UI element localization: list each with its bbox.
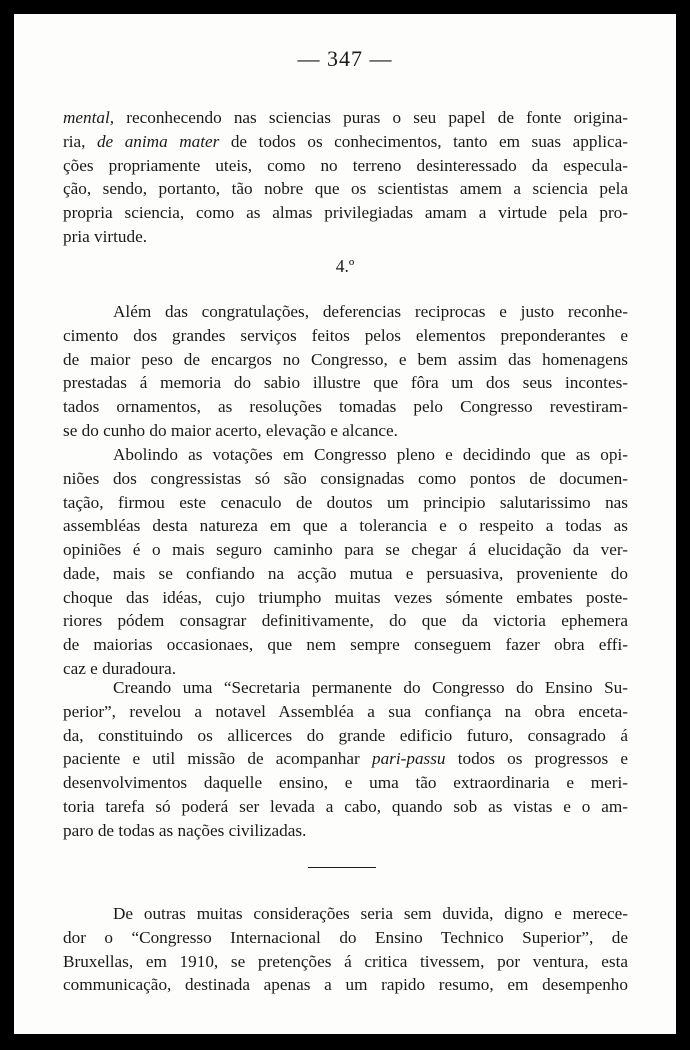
text-line: desenvolvimentos daquelle ensino, e uma tão extraordinaria e meri- [63, 773, 628, 792]
text-line: communicação, destinada apenas a um rapido resumo, em desempenho [63, 975, 628, 995]
page-number: — 347 — [297, 46, 393, 71]
text-line: paro de todas as nações civilizadas. [63, 820, 307, 840]
section-number: 4.º [335, 256, 355, 276]
text-line: Creando uma “Secretaria permanente do Congresso do Ensino Su- [113, 678, 628, 697]
paragraph-1 [63, 106, 628, 249]
text-line: perior”, revelou a notavel Assembléa a sua confiança na obra enceta- [63, 701, 628, 721]
text-line: pria virtude. [63, 226, 147, 246]
text-line: da, constituindo os allicerces do grande edificio futuro, consagrado á [63, 725, 628, 745]
text-line: cimento dos grandes serviços feitos pelos elementos preponderantes e [63, 325, 628, 345]
text-line: propria sciencia, como as almas privilegiadas amam a virtude pela pro- [63, 203, 628, 222]
text-line: riores pódem consagrar definitivamente, do que da victoria ephemera [63, 611, 628, 631]
paragraph-5 [63, 902, 628, 997]
text-line: Abolindo as votações em Congresso pleno e decidindo que as opi- [113, 445, 628, 464]
text-line: tação, firmou este cenaculo de doutos um principio salutarissimo nas [63, 492, 628, 512]
paragraph-2 [63, 300, 628, 443]
text-line: prestadas á memoria do sabio illustre que fôra um dos seus incontes- [63, 373, 628, 393]
text-line: de maior peso de encargos no Congresso, e bem assim das homenagens [63, 349, 628, 369]
text-line: dor o “Congresso Internacional do Ensino Technico Superior”, de [63, 927, 628, 947]
paragraph-3 [63, 443, 628, 681]
text-line: toria tarefa só poderá ser levada a cabo, quando sob as vistas e o am- [63, 796, 628, 816]
book-page [14, 14, 676, 1034]
text-line: de maiorias occasionaes, que nem sempre conseguem fazer obra effi- [63, 635, 628, 654]
text-line: ção, sendo, portanto, tão nobre que os scientistas amem a sciencia pela [63, 179, 628, 199]
section-divider [308, 867, 376, 868]
text-line: caz e duradoura. [63, 658, 177, 678]
text-line: paciente e util missão de acompanhar pari-passu todos os progressos e [63, 749, 628, 769]
text-line: assembléas desta natureza em que a tolerancia e o respeito a todas as [63, 516, 628, 536]
text-line: Bruxellas, em 1910, se pretenções á critica tivessem, por ventura, esta [63, 951, 628, 971]
text-line: niões dos congressistas só são consignadas como pontos de documen- [63, 468, 628, 488]
text-line: De outras muitas considerações seria sem duvida, digno e merece- [113, 904, 628, 923]
text-line: tados ornamentos, as resoluções tomadas pelo Congresso revestiram- [63, 397, 628, 416]
text-line: opiniões é o mais seguro caminho para se chegar á elucidação da ver- [63, 540, 628, 559]
text-line: dade, mais se confiando na acção mutua e persuasiva, proveniente do [63, 563, 628, 583]
paragraph-4 [63, 676, 628, 842]
text-line: ria, de anima mater de todos os conhecimentos, tanto em suas applica- [63, 131, 628, 151]
text-line: se do cunho do maior acerto, elevação e alcance. [63, 420, 398, 440]
text-line: ções propriamente uteis, como no terreno desinteressado da especula- [63, 155, 628, 175]
text-line: Além das congratulações, deferencias reciprocas e justo reconhe- [113, 302, 628, 321]
text-line: choque das idéas, cujo triumpho muitas vezes sómente embates poste- [63, 587, 628, 607]
text-line: mental, reconhecendo nas sciencias puras o seu papel de fonte origina- [63, 108, 628, 127]
